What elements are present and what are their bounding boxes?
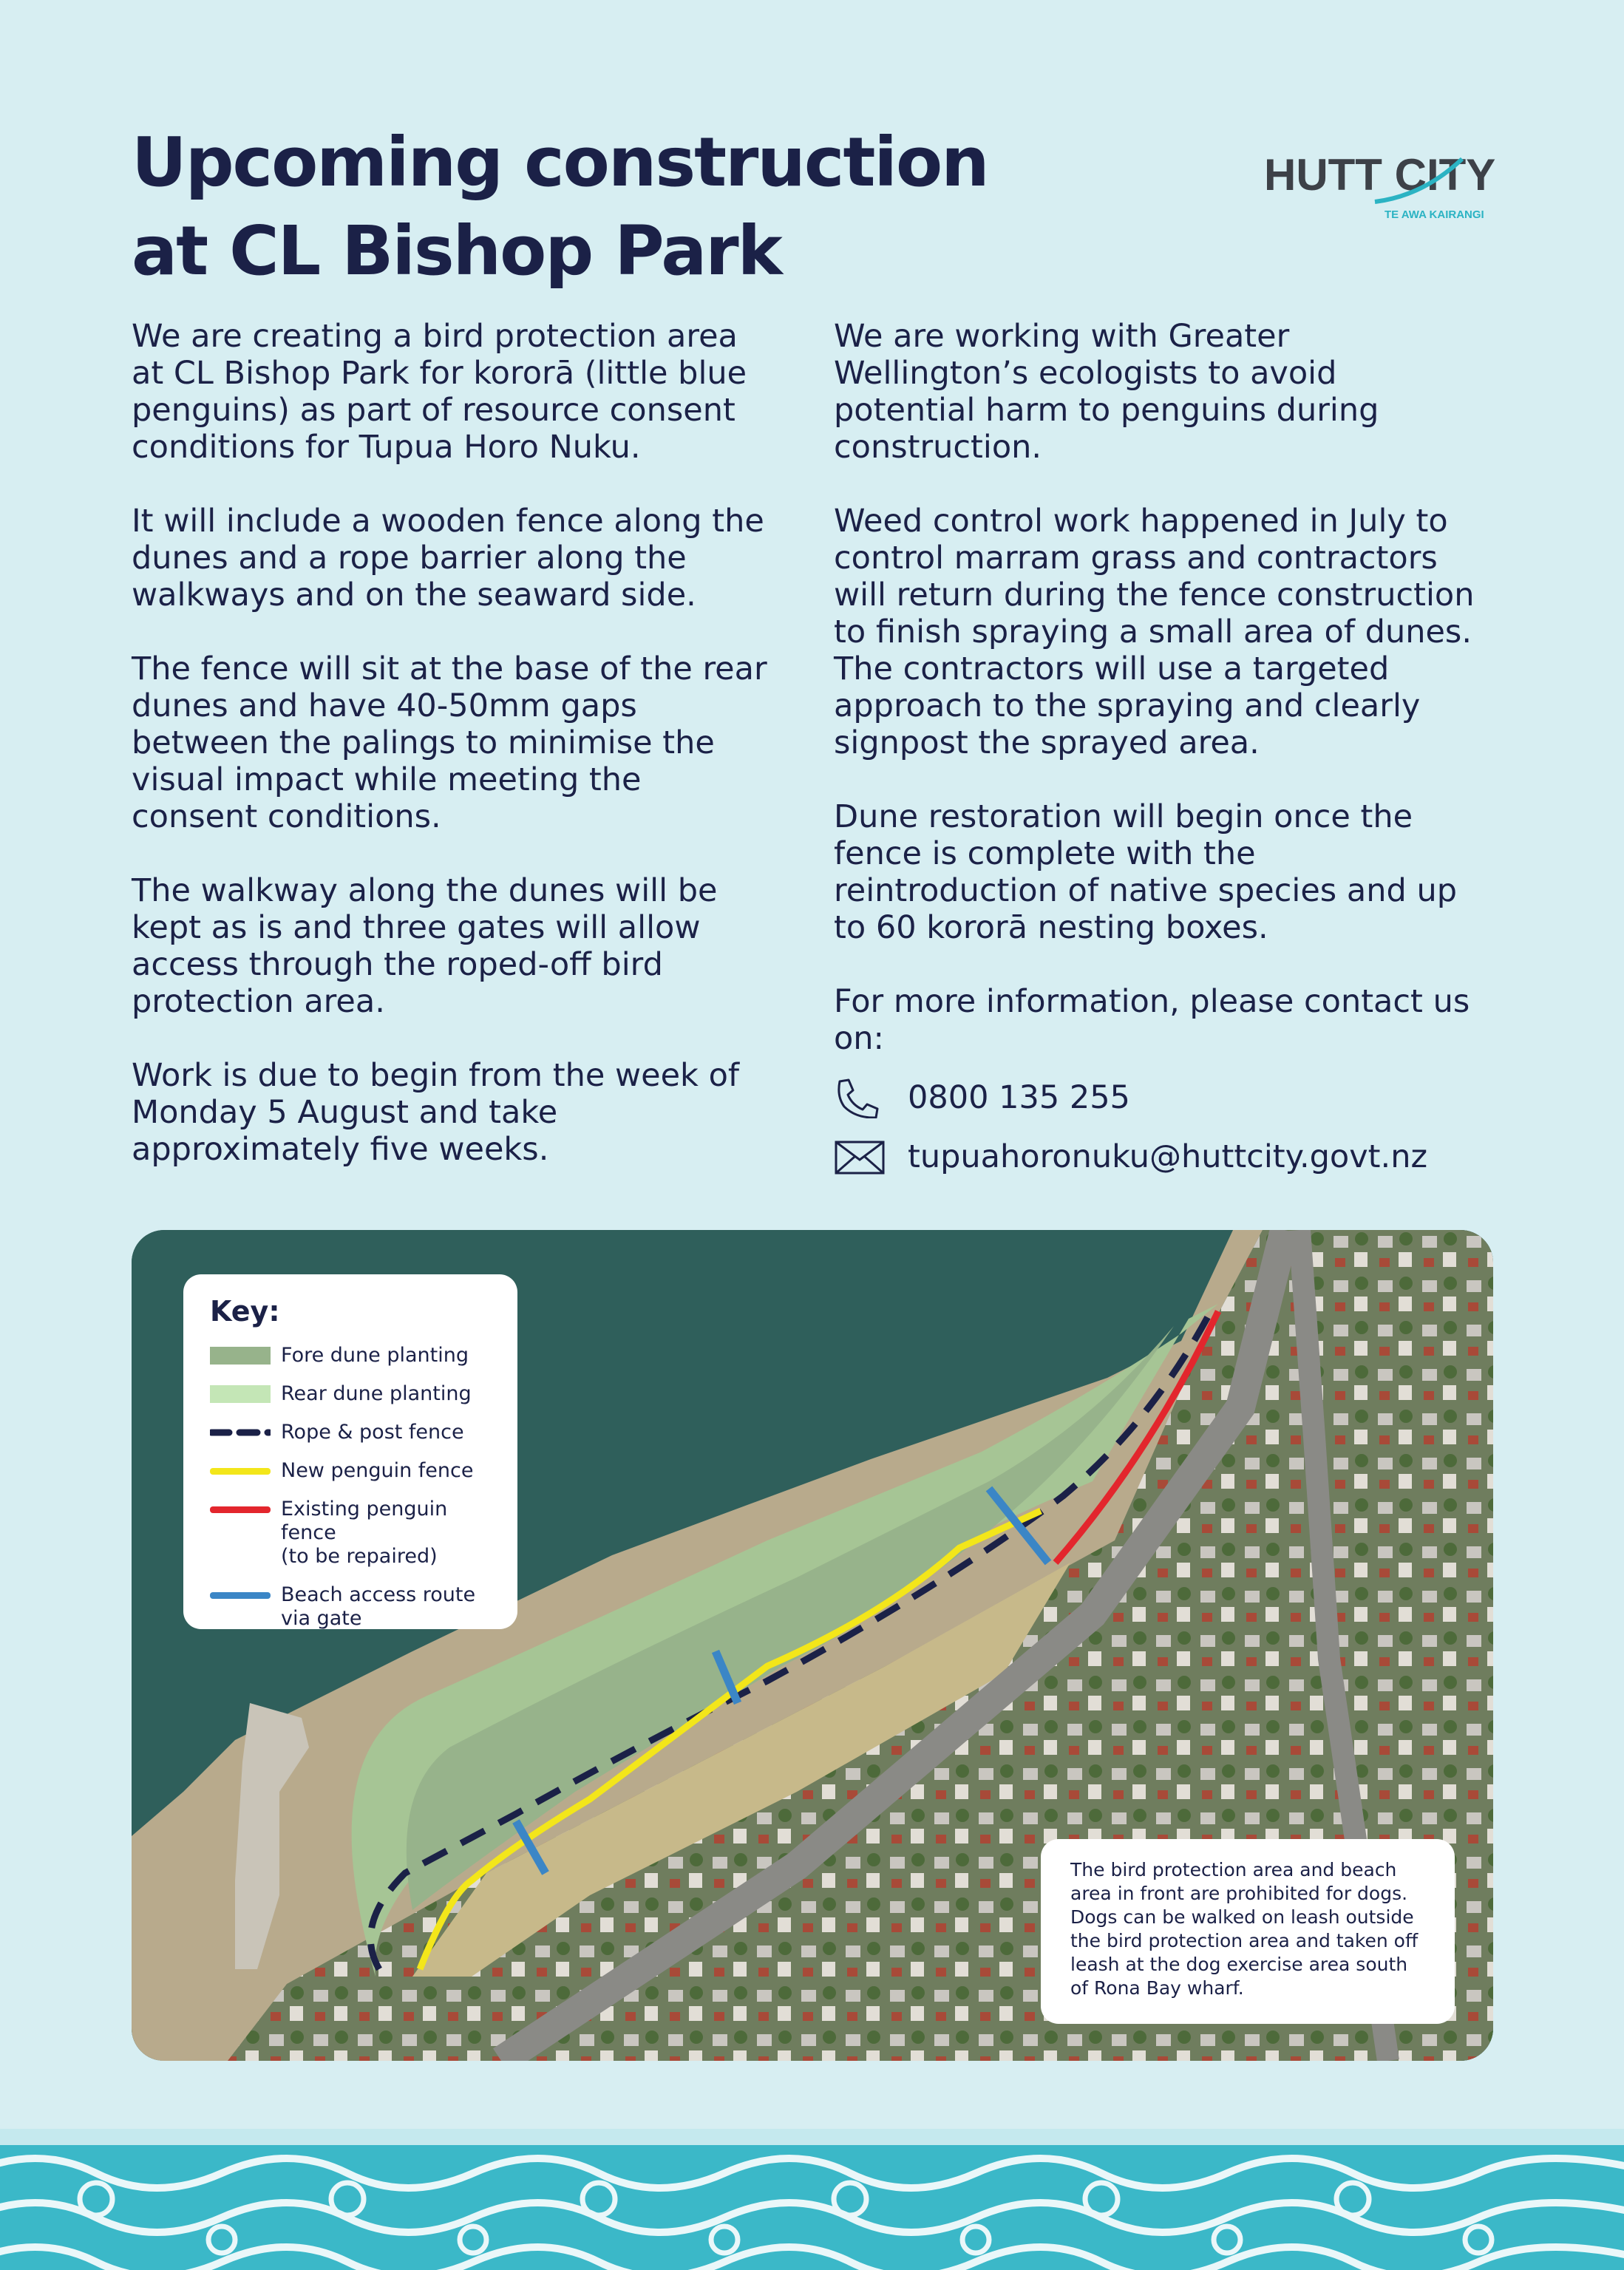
key-label: Rope & post fence	[281, 1421, 464, 1444]
title-line-2: at CL Bishop Park	[132, 211, 781, 290]
logo-main-text: HUTT CITY	[1264, 150, 1496, 200]
hutt-city-logo	[1264, 144, 1501, 225]
key-label: New penguin fence	[281, 1459, 474, 1482]
rope-fence-swatch	[210, 1428, 271, 1437]
new-fence-swatch	[210, 1468, 271, 1475]
phone-icon	[834, 1077, 886, 1118]
email-contact[interactable]	[834, 1138, 1477, 1175]
key-label: Rear dune planting	[281, 1382, 472, 1405]
koru-pattern-decoration	[0, 2129, 1624, 2270]
paragraph-fence-rope: It will include a wooden fence along the dunes and a rope barrier along the walkways and on the seaward side.	[132, 503, 764, 614]
key-item-beach-access	[210, 1583, 491, 1631]
existing-fence-swatch	[210, 1506, 271, 1513]
paragraph-fence-gaps: The fence will sit at the base of the rear dunes and have 40-50mm gaps between the palings to minimise the visual impact while meeting the consent conditions.	[132, 650, 767, 835]
rear-dune-swatch	[210, 1385, 271, 1403]
paragraph-restoration: Dune restoration will begin once the fence is complete with the reintroduction of native species and up to 60 kororā nesting boxes.	[834, 798, 1457, 946]
key-item-rear-dune	[210, 1382, 491, 1406]
key-label: Existing penguin fence (to be repaired)	[281, 1498, 448, 1568]
beach-access-swatch	[210, 1592, 271, 1599]
email-address[interactable]: tupuahoronuku@huttcity.govt.nz	[908, 1138, 1428, 1175]
left-column	[132, 318, 775, 1205]
envelope-icon	[834, 1136, 886, 1178]
key-item-rope-fence	[210, 1421, 491, 1444]
phone-number[interactable]: 0800 135 255	[908, 1079, 1130, 1116]
right-column	[834, 318, 1477, 1197]
key-item-fore-dune	[210, 1344, 491, 1367]
fore-dune-swatch	[210, 1347, 271, 1365]
key-title: Key:	[210, 1295, 280, 1328]
key-label: Beach access route via gate	[281, 1583, 476, 1630]
map-key	[183, 1274, 517, 1629]
paragraph-contact: For more information, please contact us on:	[834, 983, 1470, 1057]
logo-sub-text: TE AWA KAIRANGI	[1385, 208, 1484, 221]
key-label: Fore dune planting	[281, 1344, 469, 1367]
koru-pattern-footer	[0, 2129, 1624, 2270]
paragraph-ecologists: We are working with Greater Wellington’s ecologists to avoid potential harm to penguins during construction.	[834, 318, 1379, 466]
paragraph-weed-control: Weed control work happened in July to control marram grass and contractors will return during the fence construction to finish spraying a small area of dunes. The contractors will use a targeted approach to the spraying and clearly signpost the sprayed area.	[834, 503, 1475, 761]
title-line-1: Upcoming construction	[132, 123, 988, 202]
phone-contact[interactable]	[834, 1079, 1477, 1116]
paragraph-schedule: Work is due to begin from the week of Monday 5 August and take approximately five weeks.	[132, 1057, 740, 1168]
dog-rules-note: The bird protection area and beach area in front are prohibited for dogs. Dogs can be walked on leash outside the bird protection area and taken off leash at the dog exercise area south of Rona Bay wharf.	[1041, 1839, 1455, 2024]
key-item-new-penguin-fence	[210, 1459, 491, 1483]
site-map	[132, 1230, 1493, 2061]
paragraph-walkway: The walkway along the dunes will be kept as is and three gates will allow access through the roped-off bird protection area.	[132, 872, 718, 1020]
key-item-existing-fence	[210, 1498, 491, 1569]
page-title	[132, 118, 1093, 296]
paragraph-intro: We are creating a bird protection area at CL Bishop Park for kororā (little blue penguins) as part of resource consent conditions for Tupua Horo Nuku.	[132, 318, 747, 466]
